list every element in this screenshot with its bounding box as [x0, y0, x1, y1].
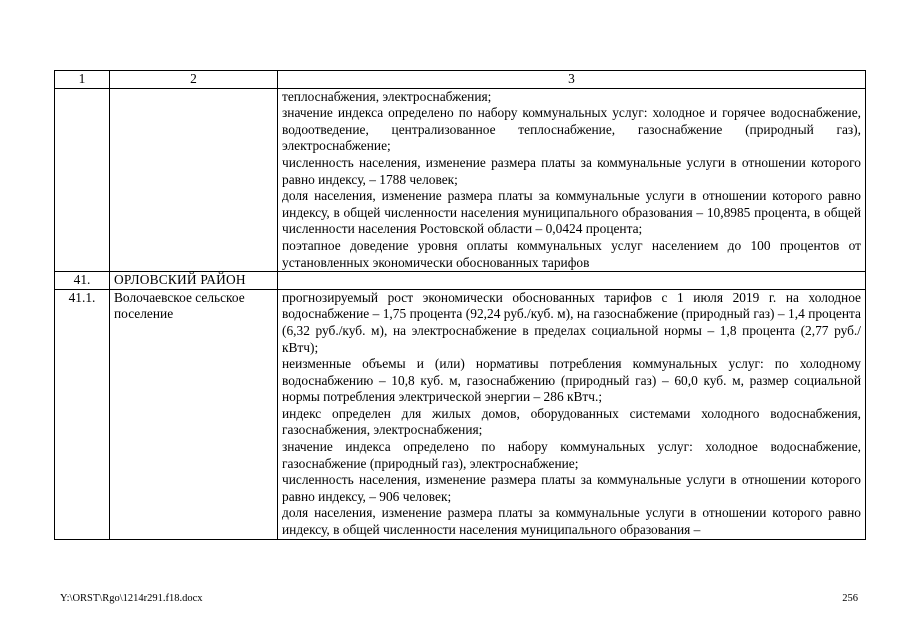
settlement-row	[55, 289, 866, 539]
page-number: 256	[842, 593, 858, 604]
settlement-number: 41.1.	[55, 289, 110, 539]
header-row	[55, 71, 866, 89]
text-paragraph: неизменные объемы и (или) нормативы потребления коммунальных услуг: по холодному водоснабжению – 10,8 куб. м, газоснабжению (природный газ) – 60,0 куб. м, размер социальной нормы потребления электрической энергии – 286 кВтч.;	[282, 356, 861, 405]
settlement-text-cell	[278, 289, 866, 539]
header-col-3: 3	[278, 71, 866, 89]
header-col-1: 1	[55, 71, 110, 89]
header-col-2: 2	[110, 71, 278, 89]
text-paragraph: численность населения, изменение размера платы за коммунальные услуги в отношении которого равно индексу, – 1788 человек;	[282, 154, 861, 187]
text-paragraph: теплоснабжения, электроснабжения;	[282, 88, 492, 104]
text-paragraph: значение индекса определено по набору коммунальных услуг: холодное водоснабжение, газоснабжение (природный газ), электроснабжение;	[282, 439, 861, 471]
text-paragraph: индекс определен для жилых домов, оборудованных системами холодного водоснабжения, газоснабжения, электроснабжения;	[282, 405, 861, 438]
continuation-num-cell	[55, 88, 110, 272]
region-empty-cell	[278, 272, 866, 290]
tariff-table	[54, 70, 866, 540]
region-number: 41.	[55, 272, 110, 290]
text-paragraph: прогнозируемый рост экономически обоснованных тарифов с 1 июля 2019 г. на холодное водоснабжение – 1,75 процента (92,24 руб./куб. м), на газоснабжение (природный газ) – 1,4 процента (6,32 руб./куб. м), на электроснабжение в пределах социальной нормы – 1,8 процента (2,77 руб./кВтч);	[282, 289, 861, 355]
text-paragraph: значение индекса определено по набору коммунальных услуг: холодное и горячее водоснабжение, водоотведение, централизованное теплоснабжение, газоснабжение (природный газ), электроснабжение;	[282, 105, 861, 154]
continuation-name-cell	[110, 88, 278, 272]
continuation-text-cell	[278, 88, 866, 272]
settlement-name: Волочаевское сельское поселение	[110, 289, 278, 539]
text-paragraph: поэтапное доведение уровня оплаты коммунальных услуг населением до 100 процентов от установленных экономически обоснованных тарифов	[282, 237, 861, 270]
region-name: ОРЛОВСКИЙ РАЙОН	[110, 272, 278, 290]
region-row	[55, 272, 866, 290]
footer-file-path: Y:\ORST\Rgo\1214r291.f18.docx	[60, 593, 203, 604]
text-paragraph: доля населения, изменение размера платы за коммунальные услуги в отношении которого равно индексу, в общей численности населения муниципального образования – 10,8985 процента, в общей численности населения Ростовской области – 0,0424 процента;	[282, 188, 861, 237]
continuation-row	[55, 88, 866, 272]
text-paragraph: численность населения, изменение размера платы за коммунальные услуги в отношении которого равно индексу, – 906 человек;	[282, 472, 861, 504]
text-paragraph: доля населения, изменение размера платы за коммунальные услуги в отношении которого равно индексу, в общей численности населения муниципального образования –	[282, 505, 861, 538]
